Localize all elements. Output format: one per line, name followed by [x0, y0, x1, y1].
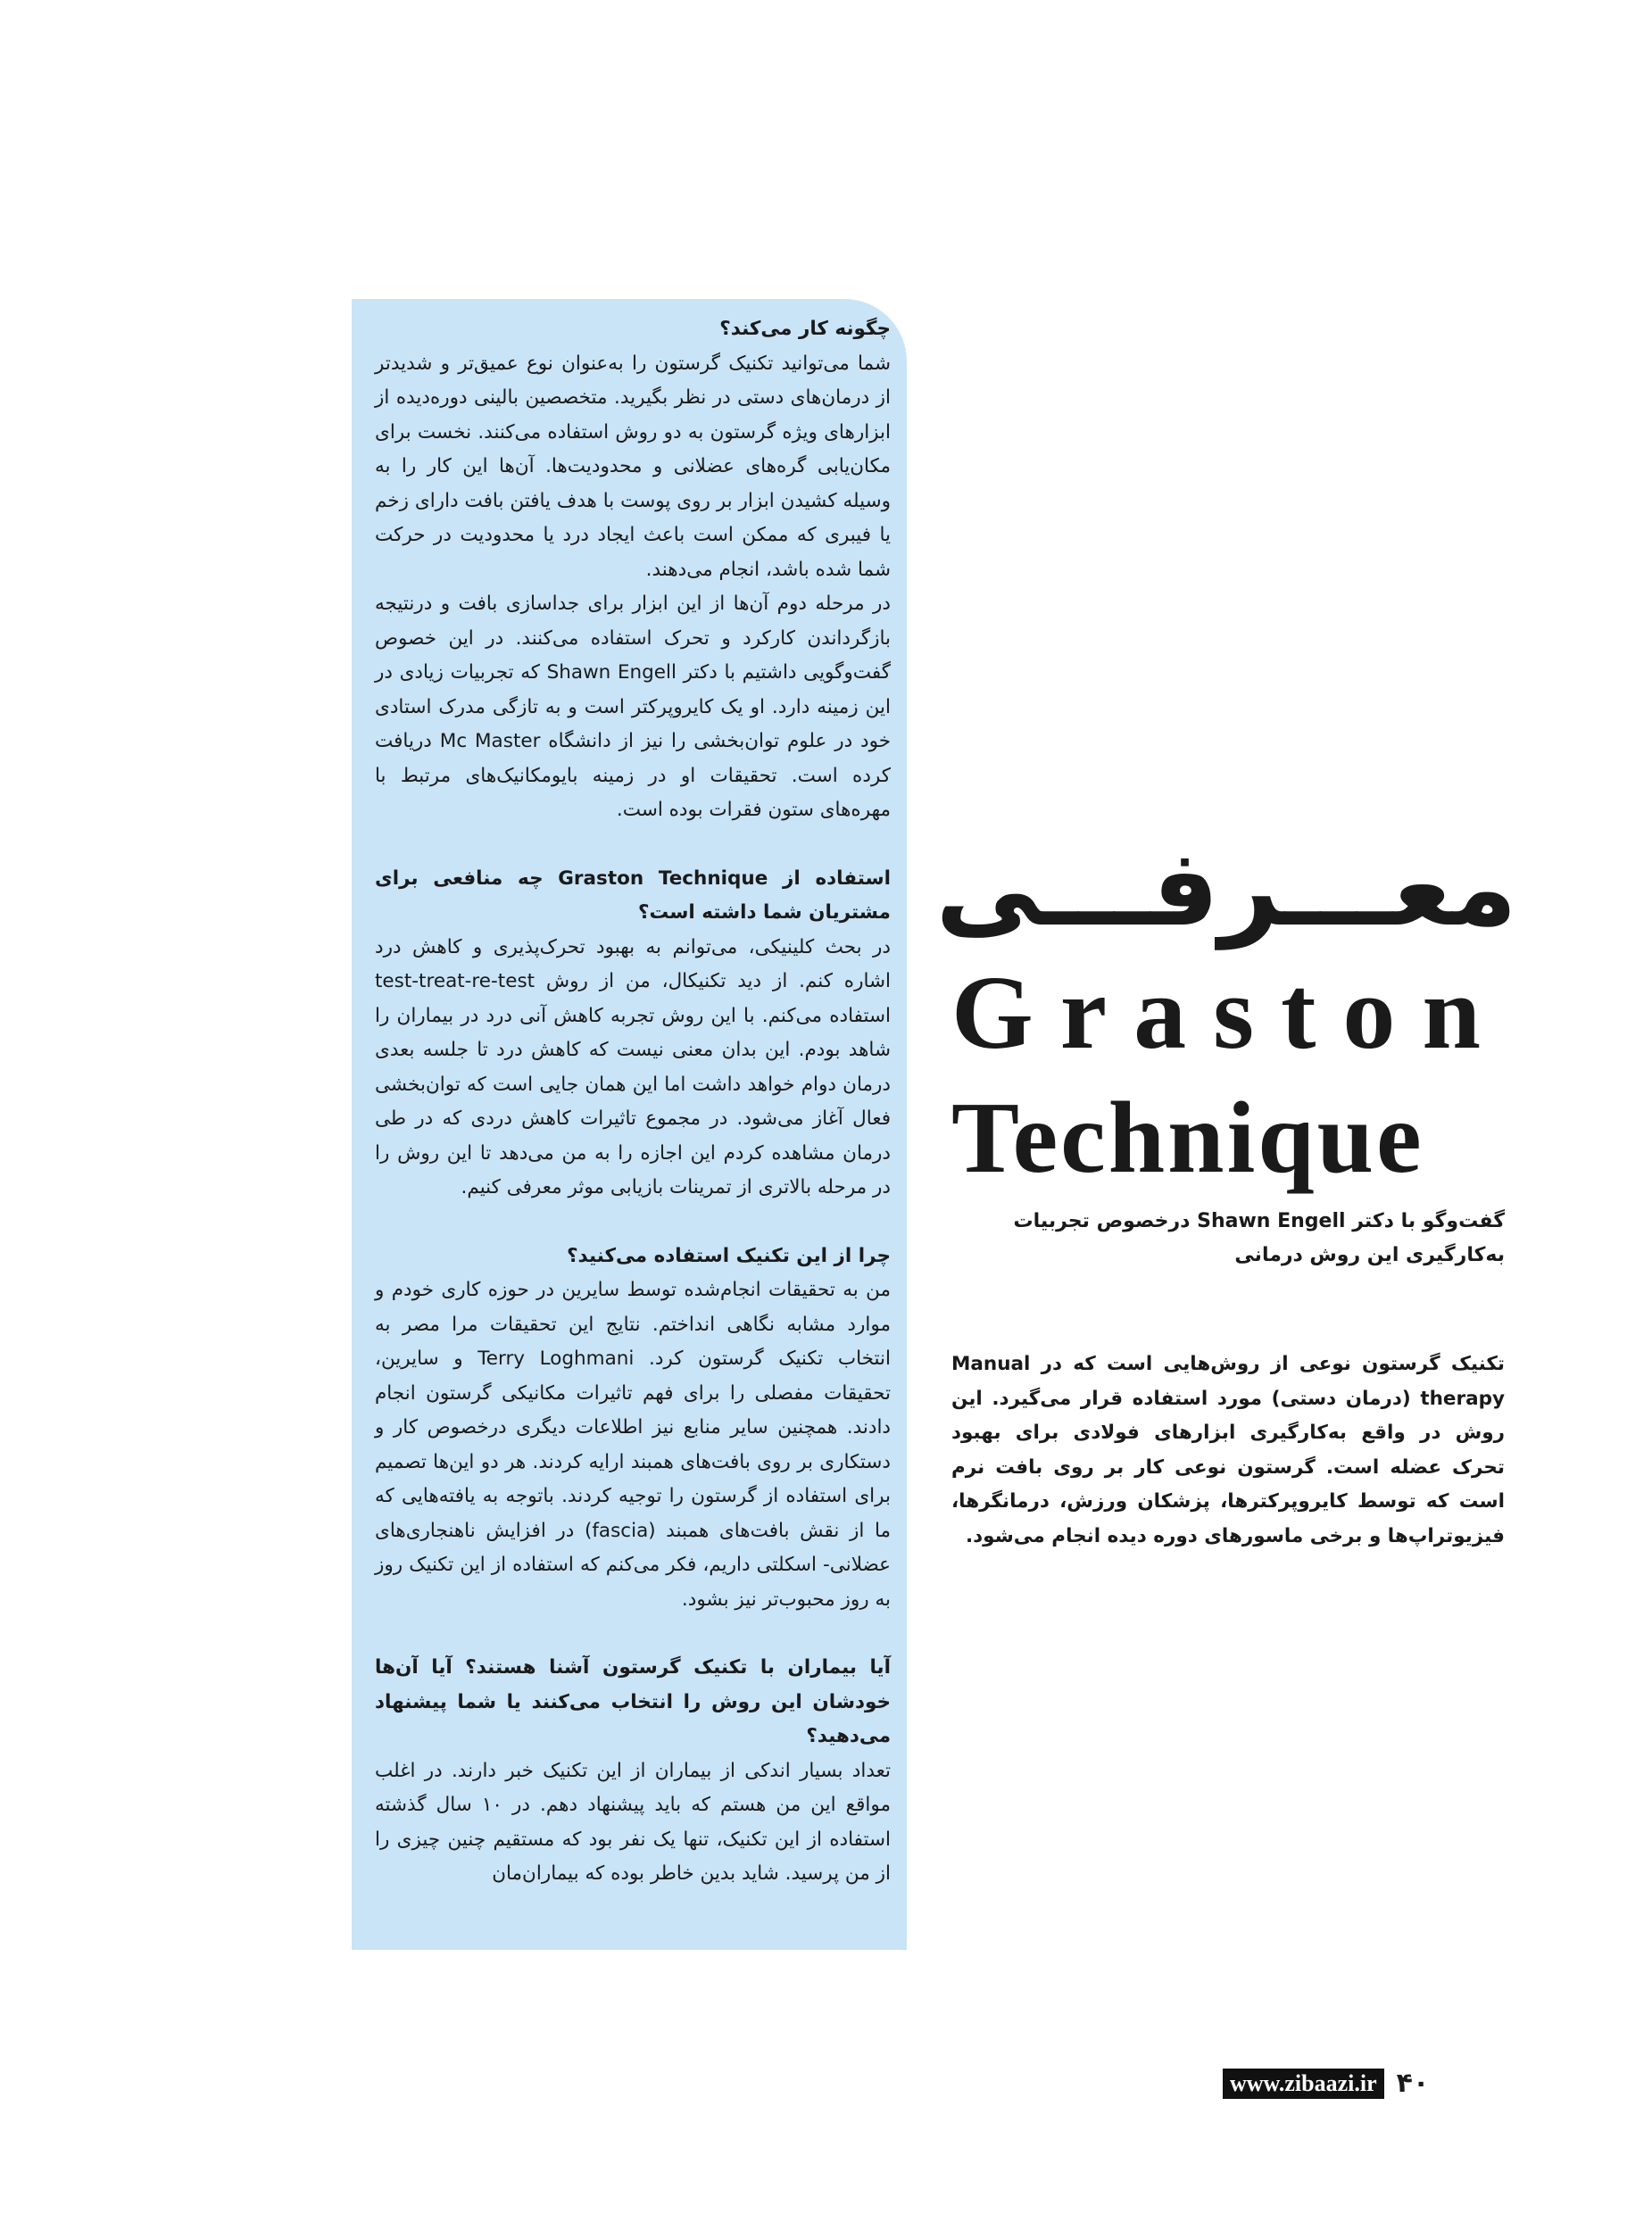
question-heading-2: استفاده از Graston Technique چه منافعی برای مشتریان شما داشته است؟ — [375, 867, 892, 924]
answer-paragraph-1: شما می‌توانید تکنیک گرستون را به‌عنوان نوع عمیق‌تر و شدیدتر از درمان‌های دستی در نظر بگیرید. متخصصین بالینی دوره‌دیده از ابزارهای ویژه گرستون به دو روش استفاده می‌کنند. نخست برای مکان‌یابی گره‌های عضلانی و محدودیت‌ها. آن‌ها این کار را به وسیله کشیدن ابزار بر روی پوست با هدف یافتن بافت دارای زخم یا فیبری که ممکن است باعث ایجاد درد یا محدودیت در حرکت شما شده باشد، انجام می‌دهند. — [375, 352, 891, 581]
title-english-line-2: Technique — [951, 1081, 1424, 1194]
title-persian: معـــرفـــی — [935, 826, 1517, 949]
answer-paragraph-4: من به تحقیقات انجام‌شده توسط سایرین در حوزه کاری خودم و موارد مشابه نگاهی انداختم. نتایج این تحقیقات مرا مصر به انتخاب تکنیک گرستون کرد. Terry Loghmani و سایرین، تحقیقات مفصلی را برای فهم تاثیرات مکانیکی گرستون انجام دادند. همچنین سایر منابع نیز اطلاعات دیگری درخصوص کار و دستکاری بر روی بافت‌های همبند ارایه کردند. هر دو این‌ها تصمیم برای استفاده از گرستون را توجیه کردند. باتوجه به یافته‌هایی که ما از نقش بافت‌های همبند (fascia) در افزایش ناهنجاری‌های عضلانی- اسکلتی داریم، فکر می‌کنم که استفاده از این تکنیک روز به روز محبوب‌تر نیز بشود. — [375, 1279, 892, 1611]
title-english-line-1: Graston — [951, 954, 1507, 1071]
intro-paragraph: تکنیک گرستون نوعی از روش‌هایی است که در Manual therapy (درمان دستی) مورد استفاده قرار می‌گیرد. این روش در واقع به‌کارگیری ابزارهای فولادی برای بهبود تحرک عضله است. گرستون نوعی کار بر روی بافت نرم است که توسط کایروپرکترها، پزشکان ورزش، درمانگرها، فیزیوتراپ‌ها و برخی ماسورهای دوره دیده انجام می‌شود. — [951, 1353, 1505, 1547]
answer-paragraph-5: تعداد بسیار اندکی از بیماران از این تکنیک خبر دارند. در اغلب مواقع این من هستم که باید پیشنهاد دهم. در ۱۰ سال گذشته استفاده از این تکنیک، تنها یک نفر بود که مستقیم چنین چیزی را از من پرسید. شاید بدین خاطر بوده که بیماران‌مان — [375, 1759, 891, 1885]
website-url[interactable]: www.zibaazi.ir — [1223, 2069, 1384, 2099]
article-subtitle: گفت‌وگو با دکتر Shawn Engell درخصوص تجربیات به‌کارگیری این روش درمانی — [1013, 1210, 1505, 1266]
question-heading-1: چگونه کار می‌کند؟ — [719, 318, 891, 340]
answer-paragraph-2: در مرحله دوم آن‌ها از این ابزار برای جداسازی بافت و درنتیجه بازگرداندن کارکرد و تحرک استفاده می‌کنند. در این خصوص گفت‌وگویی داشتیم با دکتر Shawn Engell که تجربیات زیادی در این زمینه دارد. او یک کایروپرکتر است و به تازگی مدرک استادی خود در علوم توان‌بخشی را نیز از دانشگاه Mc Master دریافت کرده است. تحقیقات او در زمینه بایومکانیک‌های مرتبط با مهره‌های ستون فقرات بوده است. — [375, 593, 892, 821]
spacer — [375, 828, 891, 862]
question-heading-3: چرا از این تکنیک استفاده می‌کنید؟ — [567, 1244, 891, 1267]
page-footer — [1223, 2069, 1429, 2099]
spacer — [375, 1206, 891, 1240]
sidebar-article — [375, 312, 891, 1892]
spacer — [375, 1617, 891, 1651]
question-heading-4: آیا بیماران با تکنیک گرستون آشنا هستند؟ آیا آن‌ها خودشان این روش را انتخاب می‌کنند یا شما پیشنهاد می‌دهید؟ — [375, 1656, 891, 1747]
page-number: ۴۰ — [1396, 2068, 1430, 2099]
answer-paragraph-3: در بحث کلینیکی، می‌توانم به بهبود تحرک‌پذیری و کاهش درد اشاره کنم. از دید تکنیکال، من از روش test-treat-re-test استفاده می‌کنم. با این روش تجربه کاهش آنی درد در بیماران را شاهد بودم. این بدان معنی نیست که کاهش درد تا جلسه بعدی درمان دوام خواهد داشت اما این همان جایی است که توان‌بخشی فعال آغاز می‌شود. در مجموع تاثیرات کاهش دردی که در طی درمان مشاهده کردم این اجازه را به من می‌دهد تا این روش را در مرحله بالاتری از تمرینات بازیابی موثر معرفی کنیم. — [375, 935, 891, 1198]
